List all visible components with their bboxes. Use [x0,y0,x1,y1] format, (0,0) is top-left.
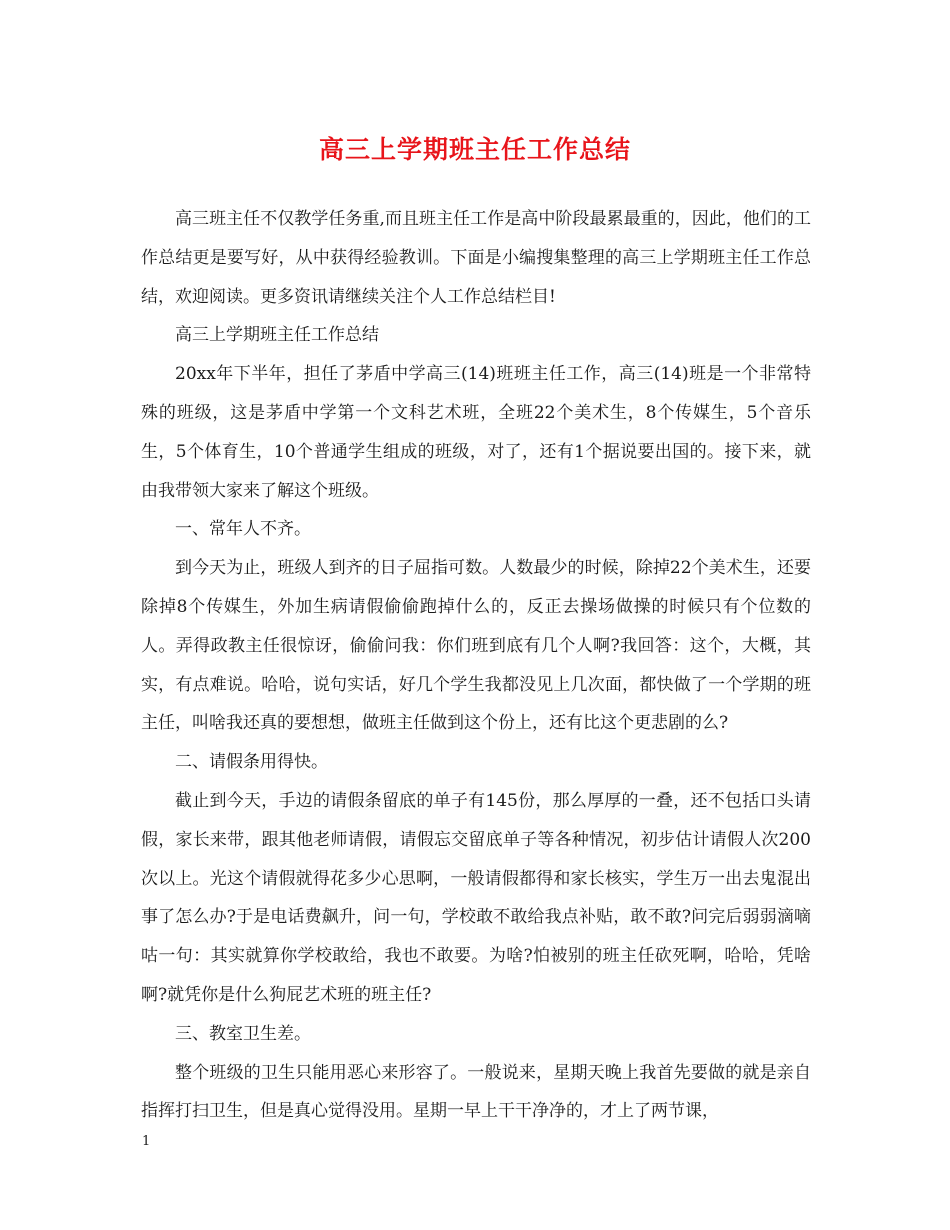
paragraph-subtitle: 高三上学期班主任工作总结 [175,325,379,346]
section-heading-1: 一、常年人不齐。 [175,519,311,540]
page-number: 1 [142,1134,151,1149]
page-title: 高三上学期班主任工作总结 [318,135,631,164]
section-heading-2: 二、请假条用得快。 [175,752,328,773]
paragraph-class-overview: 20xx年下半年，担任了茅盾中学高三(14)班班主任工作，高三(14)班是一个非常特殊的班级，这是茅盾中学第一个文科艺术班，全班22个美术生，8个传媒生，5个音乐生，5个体育生，10个普通学生组成的班级，对了，还有1个据说要出国的。接下来，就由我带领大家来了解这个班级。 [141,364,811,501]
section-heading-3: 三、教室卫生差。 [175,1023,311,1044]
paragraph-leave-slips: 截止到今天，手边的请假条留底的单子有145份，那么厚厚的一叠，还不包括口头请假，家长来带，跟其他老师请假，请假忘交留底单子等各种情况，初步估计请假人次200次以上。光这个请假就得花多少心思啊，一般请假都得和家长核实，学生万一出去鬼混出事了怎么办?于是电话费飙升，问一句，学校敢不敢给我点补贴，敢不敢?问完后弱弱滴嘀咕一句：其实就算你学校敢给，我也不敢要。为啥?怕被别的班主任砍死啊，哈哈，凭啥啊?就凭你是什么狗屁艺术班的班主任? [141,790,811,1005]
paragraph-attendance: 到今天为止，班级人到齐的日子屈指可数。人数最少的时候，除掉22个美术生，还要除掉8个传媒生，外加生病请假偷偷跑掉什么的，反正去操场做操的时候只有个位数的人。弄得政教主任很惊讶，偷偷问我：你们班到底有几个人啊?我回答：这个，大概，其实，有点难说。哈哈，说句实话，好几个学生我都没见上几次面，都快做了一个学期的班主任，叫啥我还真的要想想，做班主任做到这个份上，还有比这个更悲剧的么? [141,558,811,734]
paragraph-intro: 高三班主任不仅教学任务重,而且班主任工作是高中阶段最累最重的，因此，他们的工作总结更是要写好，从中获得经验教训。下面是小编搜集整理的高三上学期班主任工作总结，欢迎阅读。更多资讯请继续关注个人工作总结栏目! [141,209,811,307]
document-body [141,200,811,1131]
paragraph-hygiene: 整个班级的卫生只能用恶心来形容了。一般说来，星期天晚上我首先要做的就是亲自指挥打扫卫生，但是真心觉得没用。星期一早上干干净净的，才上了两节课， [141,1062,811,1122]
